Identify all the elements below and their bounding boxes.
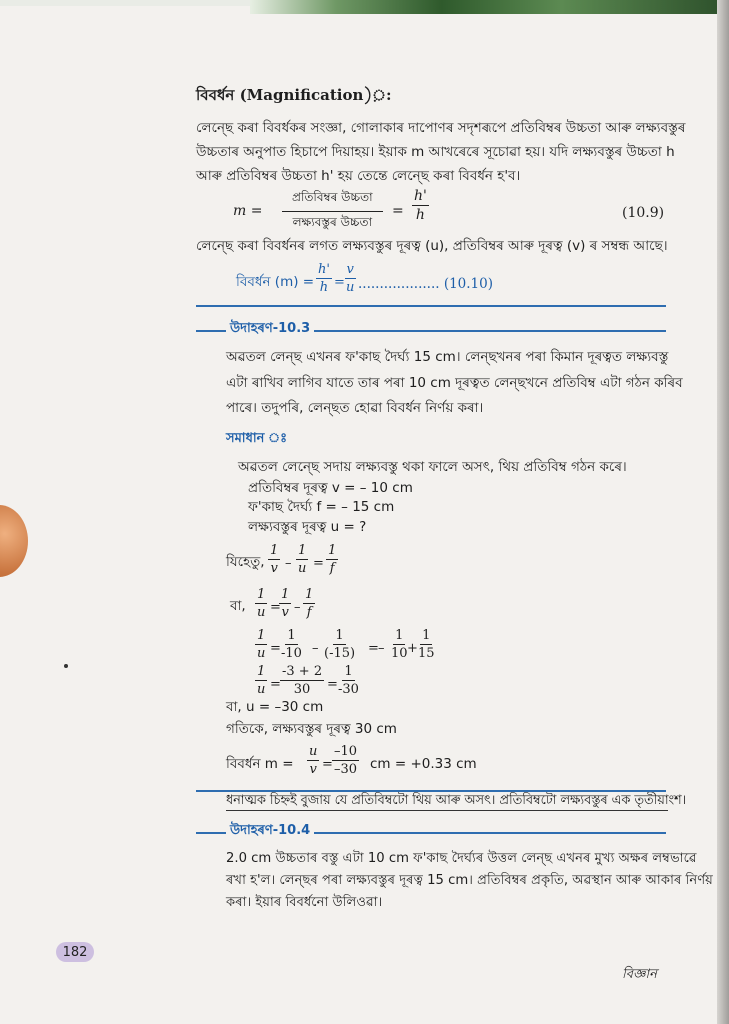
ink-dot (64, 664, 68, 668)
minus-sign: – (294, 600, 301, 615)
numerator: 1 (281, 587, 290, 602)
top-decoration (250, 0, 729, 14)
example2-line1: 2.0 cm উচ্চতাৰ বস্তু এটা 10 cm ফ'কাছ দৈৰ্ঘ্যৰ উত্তল লেন্ছ এখনৰ মুখ্য অক্ষৰ লম্বভাৱে (226, 851, 697, 866)
eq109-equals: = (392, 203, 404, 219)
plus-sign: + (407, 641, 418, 656)
denominator: f (306, 605, 312, 620)
eq1010-tag: ................... (10.10) (358, 276, 494, 292)
numerator: 1 (305, 587, 314, 602)
eq1010-fraction2 (344, 262, 356, 295)
fraction (296, 543, 308, 576)
equals-sign: = (368, 641, 379, 656)
section-title: বিবৰ্ধন (Magnification)়: (196, 86, 392, 104)
denominator: v (270, 561, 278, 576)
example1-line1: অৱতল লেন্ছ এখনৰ ফ'কাছ দৈৰ্ঘ্য 15 cm। লেন্ছখনৰ পৰা কিমান দূৰত্বত লক্ষ্যবস্তু (226, 349, 669, 365)
example2-line3: কৰা। ইয়াৰ বিবৰ্ধনো উলিওৱা। (226, 895, 383, 910)
eq1010-den1: h (319, 280, 329, 295)
numerator: –10 (334, 744, 358, 759)
magnification-label: বিবৰ্ধন m = (226, 756, 294, 772)
divider (196, 305, 666, 307)
denominator: –30 (334, 762, 358, 777)
page-edge-shadow (717, 0, 729, 1024)
fraction (255, 628, 267, 661)
since-label: যিহেতু, (226, 554, 265, 570)
equals-sign: = (270, 600, 281, 615)
distance-result: গতিকে, লক্ষ্যবস্তুৰ দূৰত্ব 30 cm (226, 721, 397, 737)
fraction (279, 587, 291, 620)
numerator: 1 (344, 664, 353, 679)
para2: লেন্ছে কৰা বিবৰ্ধনৰ লগত লক্ষ্যবস্তুৰ দূৰত্ব (u), প্ৰতিবিম্বৰ আৰু দূৰত্ব (v) ৰ সম্বন্ধ আছে। (196, 238, 668, 254)
solution-title: সমাধান ঃ (226, 431, 288, 446)
denominator: -30 (338, 682, 359, 697)
eq109-lhs: m = (233, 203, 263, 219)
equals-sign: = (270, 677, 281, 692)
numerator: 1 (257, 664, 266, 679)
eq109-den2: h (415, 207, 425, 223)
magnification-result: cm = +0.33 cm (370, 756, 477, 772)
fraction (326, 543, 338, 576)
equals-sign: = (327, 677, 338, 692)
equals-sign: = (322, 757, 333, 772)
equals-sign: = (270, 641, 281, 656)
underline (226, 810, 668, 811)
eq109-fraction (282, 189, 383, 234)
fraction (303, 587, 315, 620)
thumb-on-page (0, 505, 28, 577)
denominator: v (309, 762, 317, 777)
numerator: 1 (328, 543, 337, 558)
eq1010-equals: = (334, 275, 345, 290)
eq1010-fraction1 (316, 262, 332, 295)
fraction (307, 744, 319, 777)
denominator: u (298, 561, 307, 576)
eq1010-num1: h' (318, 262, 330, 277)
numerator: 1 (270, 543, 279, 558)
fraction (255, 664, 267, 697)
denominator: v (281, 605, 289, 620)
minus-sign: – (378, 641, 385, 656)
equals-sign: = (313, 556, 324, 571)
minus-sign: – (312, 641, 319, 656)
eq109-fraction2 (412, 188, 429, 223)
denominator: 10 (391, 646, 408, 661)
denominator: (-15) (324, 646, 356, 661)
minus-sign: – (285, 556, 292, 571)
or-label: বা, (230, 598, 246, 614)
fraction (268, 543, 280, 576)
fraction (280, 664, 324, 697)
divider (196, 790, 666, 792)
eq1010-num2: v (346, 262, 354, 277)
denominator: f (329, 561, 335, 576)
fraction (416, 628, 437, 661)
denominator: u (257, 605, 266, 620)
solution-f-line: ফ'কাছ দৈৰ্ঘ্য f = – 15 cm (248, 499, 395, 515)
eq109-num2: h' (414, 188, 427, 204)
denominator: -10 (281, 646, 302, 661)
solution-u-line: লক্ষ্যবস্তুৰ দূৰত্ব u = ? (248, 519, 367, 535)
numerator: u (309, 744, 318, 759)
eq1010-lhs: বিবৰ্ধন (m) = (236, 274, 315, 290)
numerator: 1 (395, 628, 404, 643)
u-result: বা, u = –30 cm (226, 699, 324, 715)
numerator: 1 (287, 628, 296, 643)
fraction (332, 744, 359, 777)
example-10-4-title: উদাহৰণ-10.4 (226, 824, 314, 837)
fraction (336, 664, 361, 697)
numerator: 1 (422, 628, 431, 643)
example1-line2: এটা ৰাখিব লাগিব যাতে তাৰ পৰা 10 cm দূৰত্বত লেন্ছখনে প্ৰতিবিম্ব এটা গঠন কৰিব (226, 375, 683, 391)
denominator: u (257, 646, 266, 661)
example1-line3: পাৰে। তদুপৰি, লেন্ছত হোৱা বিবৰ্ধন নিৰ্ণয় কৰা। (226, 400, 484, 416)
para1-line1: লেন্ছে কৰা বিবৰ্ধকৰ সংজ্ঞা, গোলাকাৰ দাপোণৰ সদৃশৰূপে প্ৰতিবিম্বৰ উচ্চতা আৰু লক্ষ্যবস্তুৰ (196, 120, 686, 136)
eq1010-den2: u (346, 280, 355, 295)
top-margin (0, 0, 250, 6)
example2-line2: ৰখা হ'ল। লেন্ছৰ পৰা লক্ষ্যবস্তুৰ দূৰত্ব 15 cm। প্ৰতিবিম্বৰ প্ৰকৃতি, অৱস্থান আৰু আকাৰ নিৰ্ণয় (226, 873, 713, 888)
numerator: 1 (335, 628, 344, 643)
example-10-3-title: উদাহৰণ-10.3 (226, 322, 314, 335)
numerator: 1 (298, 543, 307, 558)
page-number: 182 (56, 942, 94, 962)
denominator: u (257, 682, 266, 697)
denominator: 15 (418, 646, 435, 661)
conclusion: ধনাত্মক চিহ্নই বুজায় যে প্ৰতিবিম্বটো থিয় আৰু অসৎ। প্ৰতিবিম্বটো লক্ষ্যবস্তুৰ এক তৃতীয়াংশ। (226, 793, 687, 808)
para1-line3: আৰু প্ৰতিবিম্বৰ উচ্চতা h' হয় তেন্তে লেন্ছে কৰা বিবৰ্ধন হ'ব। (196, 168, 521, 184)
numerator: 1 (257, 587, 266, 602)
eq109-tag: (10.9) (622, 205, 665, 221)
eq109-numerator: প্ৰতিবিম্বৰ উচ্চতা (282, 189, 383, 212)
numerator: -3 + 2 (282, 664, 323, 679)
solution-line1: অৱতল লেন্ছে সদায় লক্ষ্যবস্তু থকা ফালে অসৎ, থিয় প্ৰতিবিম্ব গঠন কৰে। (238, 459, 627, 475)
fraction (322, 628, 357, 661)
numerator: 1 (257, 628, 266, 643)
fraction (255, 587, 267, 620)
footer-book-title: বিজ্ঞান (622, 967, 657, 982)
para1-line2: উচ্চতাৰ অনুপাত হিচাপে দিয়াহয়। ইয়াক m আখৰেৰে সূচোৱা হয়। যদি লক্ষ্যবস্তুৰ উচ্চতা h (196, 144, 675, 160)
fraction (279, 628, 304, 661)
eq109-denominator: লক্ষ্যবস্তুৰ উচ্চতা (292, 215, 373, 229)
solution-v-line: প্ৰতিবিম্বৰ দূৰত্ব v = – 10 cm (248, 480, 413, 496)
denominator: 30 (293, 682, 311, 697)
